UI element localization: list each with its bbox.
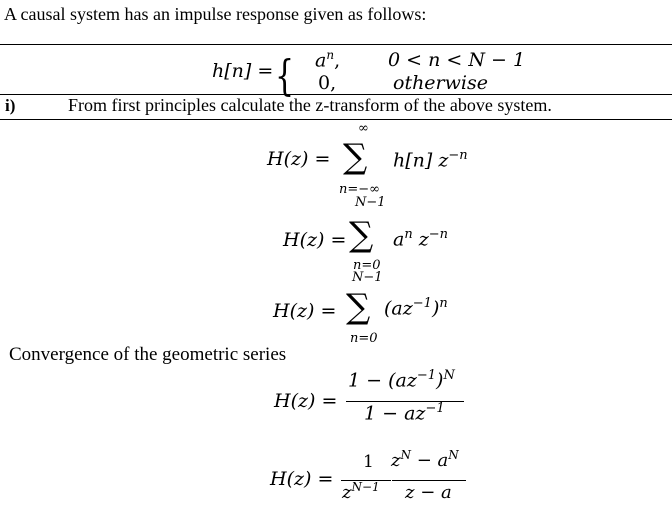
eq2-term-a-exp: n bbox=[404, 227, 413, 242]
definition-brace: { bbox=[275, 52, 295, 101]
eq5-f1-denominator bbox=[342, 480, 380, 503]
part-question: From first principles calculate the z-transform of the above system. bbox=[68, 95, 552, 115]
eq2-term bbox=[393, 227, 448, 250]
eq3-term-inner-exp: −1 bbox=[412, 296, 432, 311]
eq4-num-close: ) bbox=[436, 369, 444, 392]
eq1-term bbox=[393, 148, 468, 171]
eq5-f1-den-base: z bbox=[342, 482, 352, 503]
eq4-lhs: H(z) = bbox=[274, 390, 338, 412]
eq2-sigma: ∑ bbox=[349, 215, 374, 255]
definition-case1-value bbox=[315, 48, 340, 71]
eq2-lhs: H(z) = bbox=[283, 229, 347, 251]
eq5-f2-numerator bbox=[391, 448, 459, 471]
eq1-lhs: H(z) = bbox=[267, 148, 331, 170]
definition-lhs: h[n] = bbox=[212, 60, 274, 82]
eq2-term-z-exp: −n bbox=[428, 227, 449, 242]
case1-comma: , bbox=[334, 49, 341, 72]
eq3-sigma: ∑ bbox=[346, 287, 371, 327]
case1-exp: n bbox=[326, 48, 335, 62]
eq1-upper-limit: ∞ bbox=[358, 121, 369, 136]
definition-case2-cond: otherwise bbox=[393, 72, 488, 94]
intro-text: A causal system has an impulse response given as follows: bbox=[4, 4, 427, 24]
eq5-lhs: H(z) = bbox=[270, 468, 334, 490]
eq3-upper-limit: N−1 bbox=[352, 270, 383, 285]
eq5-f1-den-exp: N−1 bbox=[351, 480, 380, 494]
eq3-term-outer-exp: n bbox=[439, 296, 448, 311]
eq3-term bbox=[384, 296, 448, 319]
eq5-f2-num-z-exp: N bbox=[400, 448, 411, 462]
eq2-upper-limit: N−1 bbox=[355, 195, 386, 210]
eq5-f2-num-mid: − a bbox=[410, 450, 449, 471]
eq1-term-exp: −n bbox=[448, 148, 468, 163]
eq4-numerator bbox=[348, 368, 455, 391]
eq4-num-base: 1 − (az bbox=[348, 369, 417, 392]
eq4-num-inner-exp: −1 bbox=[416, 368, 437, 383]
definition-case1-cond: 0 < n < N − 1 bbox=[388, 49, 526, 71]
eq5-f2-num-a-exp: N bbox=[448, 448, 459, 462]
eq1-sigma: ∑ bbox=[343, 137, 368, 177]
eq3-lhs: H(z) = bbox=[273, 300, 337, 322]
eq3-term-close: ) bbox=[431, 297, 440, 320]
eq3-term-base: (az bbox=[384, 297, 413, 320]
eq5-f2-fraction-bar bbox=[392, 480, 466, 481]
definition-case2-value: 0, bbox=[318, 72, 337, 94]
eq5-f2-denominator: z − a bbox=[405, 482, 452, 503]
eq5-f2-num-z: z bbox=[391, 450, 401, 471]
eq4-num-outer-exp: N bbox=[443, 368, 455, 383]
eq2-term-z: z bbox=[412, 228, 429, 251]
eq4-den-base: 1 − az bbox=[364, 402, 426, 425]
eq2-lower-limit: n=0 bbox=[353, 258, 381, 273]
eq4-den-exp: −1 bbox=[425, 401, 445, 416]
case1-base: a bbox=[315, 49, 327, 72]
convergence-label: Convergence of the geometric series bbox=[9, 344, 287, 365]
eq1-term-base: h[n] z bbox=[393, 149, 449, 172]
part-label: i) bbox=[5, 96, 16, 115]
eq1-lower-limit: n=−∞ bbox=[339, 182, 380, 197]
eq5-f1-numerator: 1 bbox=[363, 452, 374, 472]
table-top-rule bbox=[0, 44, 672, 45]
eq3-lower-limit: n=0 bbox=[350, 331, 378, 346]
eq2-term-a: a bbox=[393, 228, 405, 251]
table-bottom-rule bbox=[0, 119, 672, 120]
eq4-denominator bbox=[364, 401, 445, 424]
